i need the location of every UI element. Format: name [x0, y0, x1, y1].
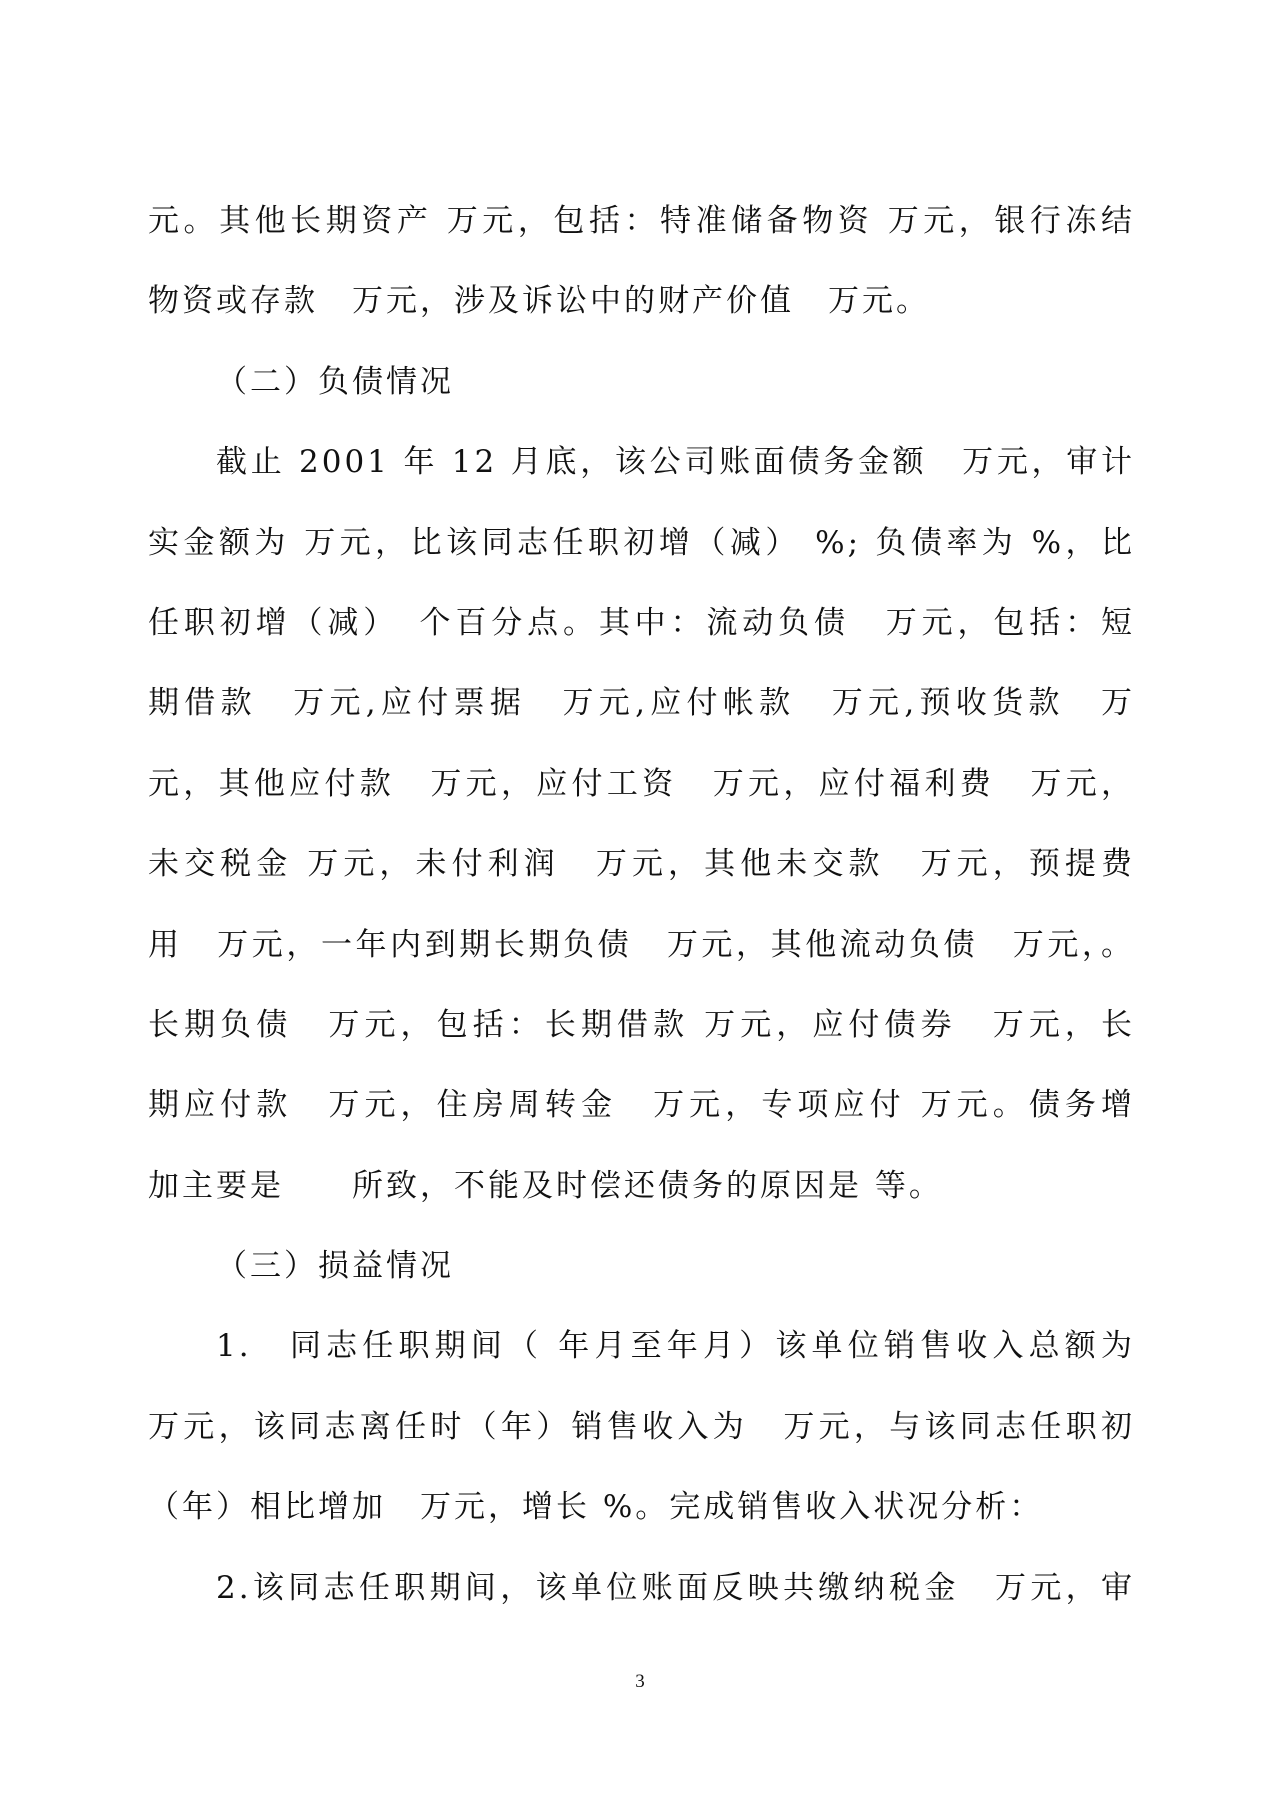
body-line: 用 万元，一年内到期长期负债 万元，其他流动负债 万元，。 [148, 926, 1135, 963]
body-line: 期应付款 万元，住房周转金 万元，专项应付 万元。债务增 [148, 1087, 1135, 1124]
body-line: 任职初增（减） 个百分点。其中：流动负债 万元，包括：短 [148, 604, 1135, 641]
body-line: 截止 2001 年 12 月底，该公司账面债务金额 万元，审计 [216, 444, 1135, 481]
body-line: 实金额为 万元，比该同志任职初增（减） %; 负债率为 %，比 [148, 524, 1135, 561]
body-line: 未交税金 万元，未付利润 万元，其他未交款 万元，预提费 [148, 846, 1135, 883]
numbered-item-2: 2.该同志任职期间，该单位账面反映共缴纳税金 万元，审 [216, 1569, 1135, 1606]
body-line: 长期负债 万元，包括：长期借款 万元，应付债券 万元，长 [148, 1006, 1135, 1043]
body-line: 加主要是 所致，不能及时偿还债务的原因是 等。 [148, 1167, 943, 1204]
page-number: 3 [635, 1671, 645, 1692]
body-line: 期借款 万元,应付票据 万元,应付帐款 万元,预收货款 万 [148, 685, 1135, 722]
body-text [148, 181, 1135, 1628]
body-line: 元，其他应付款 万元，应付工资 万元，应付福利费 万元， [148, 765, 1135, 802]
section-heading-profit-loss: （三）损益情况 [216, 1248, 454, 1285]
numbered-item-1: 1. 同志任职期间（ 年月至年月）该单位销售收入总额为 [216, 1328, 1135, 1365]
body-line: 万元，该同志离任时（年）销售收入为 万元，与该同志任职初 [148, 1408, 1135, 1445]
body-line: 元。其他长期资产 万元，包括：特准储备物资 万元，银行冻结 [148, 203, 1135, 239]
body-line: （年）相比增加 万元，增长 %。完成销售收入状况分析： [148, 1489, 1044, 1526]
section-heading-liabilities: （二）负债情况 [216, 363, 454, 400]
body-line: 物资或存款 万元，涉及诉讼中的财产价值 万元。 [148, 283, 930, 320]
